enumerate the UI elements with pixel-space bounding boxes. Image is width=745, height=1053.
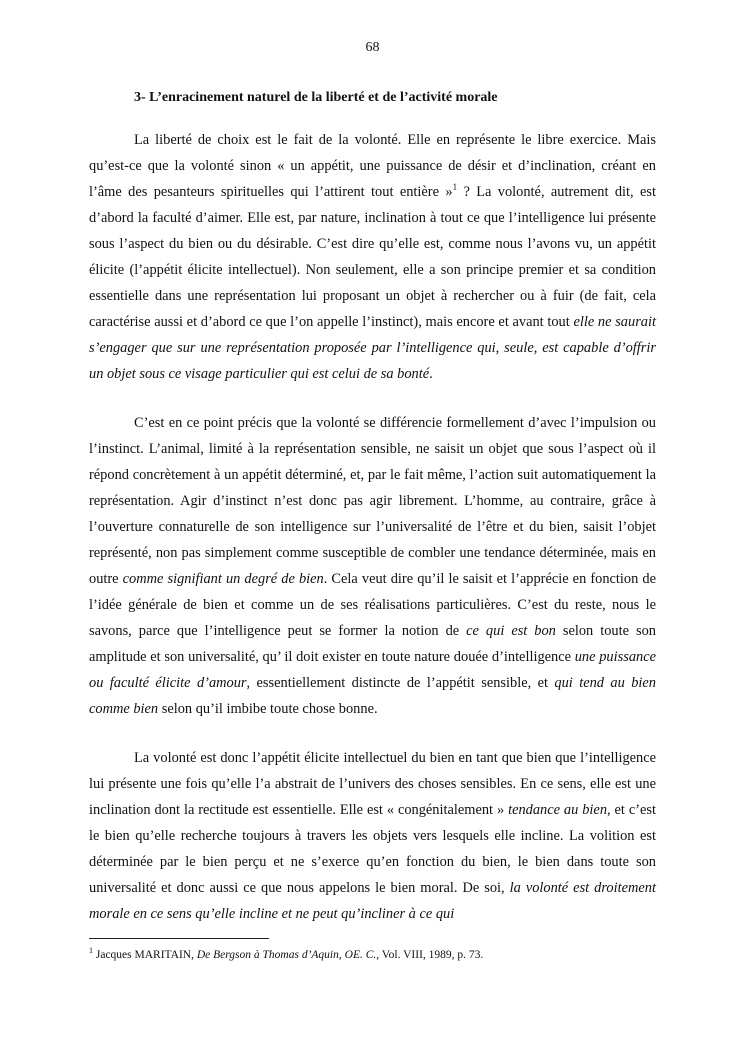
text-run: ? La volonté, autrement dit, est d’abord la faculté d’aimer. Elle est, par nature, inclination à tout ce que l’intelligence lui présente sous l’aspect du bien ou du désirable. C’est dire qu’elle est, comme nous l’avons vu, un appétit élicite (l’appétit élicite intellectuel). Non seulement, elle a son principe premier et sa condition essentielle dans une représentation lui proposant un objet à rechercher ou à fuir (de fait, cela caractérise aussi et d’abord ce que l’on appelle l’instinct), mais encore et avant tout [89,184,656,330]
text-run: La volonté est donc l’appétit élicite intellectuel du bien en tant que bien que l’intelligence lui présente une fois qu’elle l’a abstrait de l’univers des choses sensibles. En ce sens, elle est une inclination dont la rectitude est essentielle. Elle est « congénitalement » [89,750,656,818]
italic-text: elle ne saurait s’engager que sur une représentation proposée par l’intelligence qui, seule, est capable d’offrir un objet sous ce visage particulier qui est celui de sa bonté [89,314,656,382]
footnote-book-title: De Bergson à Thomas d’Aquin [196,949,339,961]
footnote-reference-marker: 1 [452,182,458,193]
text-run: . Cela veut dire qu’il le saisit et l’apprécie en fonction de l’idée générale de bien et comme un de ses réalisations particulières. C’est du reste, nous le savons, parce que l’intelligence peut se former la notion de [89,571,656,639]
text-run: selon toute son amplitude et son universalité, qu’ il doit exister en toute nature douée d’intelligence [89,623,656,665]
footnote [89,947,656,963]
footnote-collection: OE. C. [344,949,377,961]
text-run: C’est en ce point précis que la volonté se différencie formellement d’avec l’impulsion ou l’instinct. L’animal, limité à la représentation sensible, ne saisit un objet que sous l’aspect où il répond concrètement à un appétit déterminé, et, par le fait même, l’action suit automatiquement la représentation. Agir d’instinct n’est donc pas agir librement. L’homme, au contraire, grâce à l’ouverture connaturelle de son intelligence sur l’universalité de l’être et du bien, saisit l’objet représenté, non pas simplement comme susceptible de combler une tendance déterminée, mais en outre [89,415,656,587]
text-run: , essentiellement distincte de l’appétit sensible, et [246,675,555,691]
footnote-separator-text: , [338,949,345,961]
footnote-separator [89,938,269,939]
paragraph [89,127,656,387]
italic-text: ce qui est bon [466,623,556,639]
footnote-reference: , Vol. VIII, 1989, p. 73. [376,949,484,961]
document-body [89,86,656,927]
footnote-marker: 1 [89,946,93,956]
paragraph [89,410,656,722]
italic-text: qui tend au bien comme bien [89,675,656,717]
page-number: 68 [365,40,380,55]
footnote-author: Jacques MARITAIN, [93,949,197,961]
paragraph [89,745,656,927]
italic-text: une puissance ou faculté élicite d’amour [89,649,656,691]
text-run: La liberté de choix est le fait de la volonté. Elle en représente le libre exercice. Mais qu’est-ce que la volonté sinon « un appétit, une puissance de désir et d’inclination, créant en l’âme des pesanteurs spirituelles qui l’attirent tout entière » [89,132,656,200]
text-run: , et c’est le bien qu’elle recherche toujours à travers les objets vers lesquels elle incline. La volition est déterminée par le bien perçu et ne s’exerce qu’en fonction du bien, le bien dans toute son universalité et donc aussi ce que nous appelons le bien moral. De soi, [89,802,656,896]
italic-text: comme signifiant un degré de bien [122,571,324,587]
text-run: . [429,366,433,382]
italic-text: tendance au bien [508,802,608,818]
section-title: 3- L’enracinement naturel de la liberté et de l’activité morale [134,90,498,105]
italic-text: la volonté est droitement morale en ce sens qu’elle incline et ne peut qu’incliner à ce qui [89,880,656,922]
text-run: selon qu’il imbibe toute chose bonne. [158,701,378,717]
